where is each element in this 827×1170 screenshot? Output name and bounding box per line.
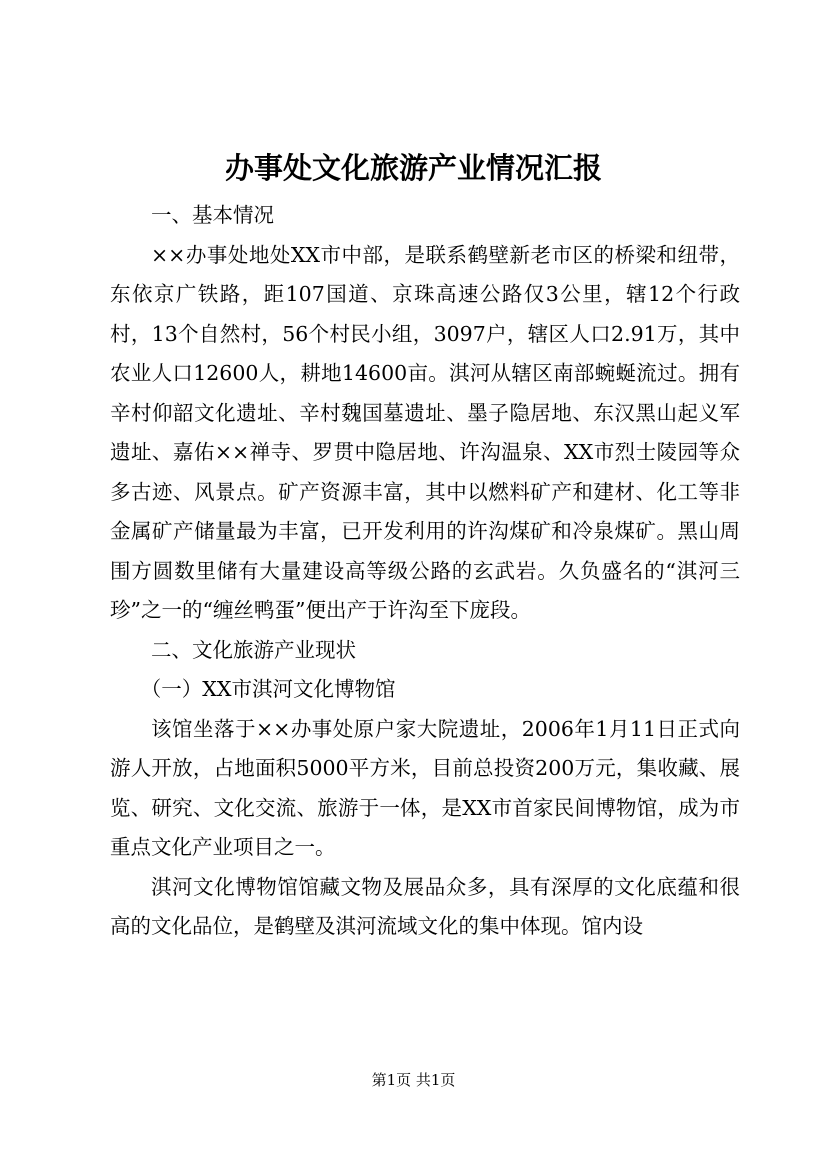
- paragraph-basic-info: ××办事处地处XX市中部，是联系鹤壁新老市区的桥梁和纽带，东依京广铁路，距107国道、京珠高速公路仅3公里，辖12个行政村，13个自然村，56个村民小组，3097户，辖区人口2.91万，其中农业人口12600人，耕地14600亩。淇河从辖区南部蜿蜒流过。拥有辛村仰韶文化遗址、辛村魏国墓遗址、墨子隐居地、东汉黑山起义军遗址、嘉佑××禅寺、罗贯中隐居地、许沟温泉、XX市烈士陵园等众多古迹、风景点。矿产资源丰富，其中以燃料矿产和建材、化工等非金属矿产储量最为丰富，已开发利用的许沟煤矿和冷泉煤矿。黑山周围方圆数里储有大量建设高等级公路的玄武岩。久负盛名的“淇河三珍”之一的“缠丝鸭蛋”便出产于许沟至下庞段。: [110, 242, 740, 622]
- paragraph-museum-intro: 该馆坐落于××办事处原户家大院遗址，2006年1月11日正式向游人开放，占地面积5000平方米，目前总投资200万元，集收藏、展览、研究、文化交流、旅游于一体，是XX市首家民间博物馆，成为市重点文化产业项目之一。: [110, 716, 740, 859]
- paragraph-museum-collection: 淇河文化博物馆馆藏文物及展品众多，具有深厚的文化底蕴和很高的文化品位，是鹤壁及淇河流域文化的集中体现。馆内设: [110, 874, 740, 938]
- subsection-heading-museum: （一）XX市淇河文化博物馆: [140, 677, 396, 701]
- page-number-footer: 第1页 共1页: [371, 1071, 456, 1089]
- section-heading-industry-status: 二、文化旅游产业现状: [151, 637, 356, 662]
- section-heading-basic-info: 一、基本情况: [151, 203, 274, 227]
- document-body: [110, 196, 740, 947]
- document-title: 办事处文化旅游产业情况汇报: [224, 151, 602, 185]
